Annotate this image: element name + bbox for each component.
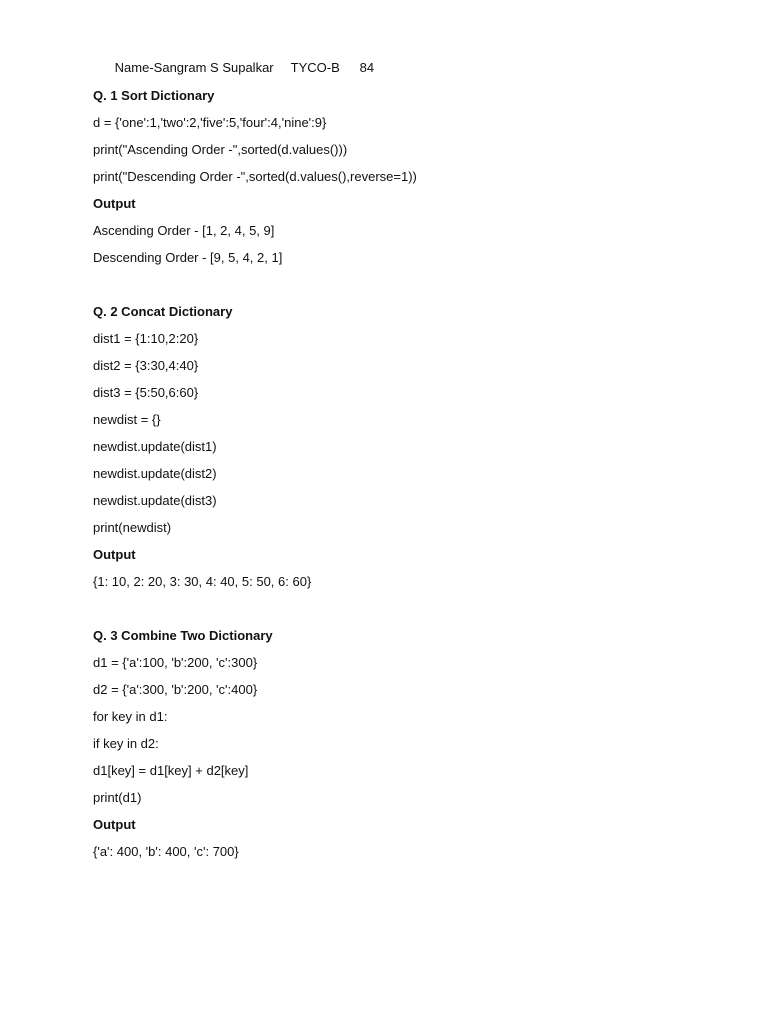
q2-output-line: {1: 10, 2: 20, 3: 30, 4: 40, 5: 50, 6: 60} (93, 574, 312, 589)
q2-code-line: newdist.update(dist3) (93, 493, 217, 508)
q3-output-line: {'a': 400, 'b': 400, 'c': 700} (93, 844, 239, 859)
student-name: Name-Sangram S Supalkar (114, 60, 274, 75)
q3-title: Q. 3 Combine Two Dictionary (93, 628, 273, 643)
q2-code-line: newdist = {} (93, 412, 161, 427)
q2-code-line: newdist.update(dist1) (93, 439, 217, 454)
q1-output-line: Ascending Order - [1, 2, 4, 5, 9] (93, 223, 275, 238)
q3-code-line: d1 = {'a':100, 'b':200, 'c':300} (93, 655, 258, 670)
q3-code-line: print(d1) (93, 790, 142, 805)
q2-title: Q. 2 Concat Dictionary (93, 304, 233, 319)
q1-output-line: Descending Order - [9, 5, 4, 2, 1] (93, 250, 283, 265)
q1-code-line: print("Descending Order -",sorted(d.values(),reverse=1)) (93, 169, 417, 184)
q3-code-line: d1[key] = d1[key] + d2[key] (93, 763, 249, 778)
q3-code-line: for key in d1: (93, 709, 168, 724)
student-class: TYCO-B (290, 60, 340, 75)
q3-code-line: d2 = {'a':300, 'b':200, 'c':400} (93, 682, 258, 697)
q1-output-label: Output (93, 196, 136, 211)
q1-code-line: d = {'one':1,'two':2,'five':5,'four':4,'nine':9} (93, 115, 327, 130)
document-content (93, 42, 713, 860)
q2-code-line: dist2 = {3:30,4:40} (93, 358, 199, 373)
q2-code-line: dist1 = {1:10,2:20} (93, 331, 199, 346)
q2-code-line: dist3 = {5:50,6:60} (93, 385, 199, 400)
q1-code-line: print("Ascending Order -",sorted(d.values())) (93, 142, 348, 157)
q2-code-line: print(newdist) (93, 520, 172, 535)
q2-code-line: newdist.update(dist2) (93, 466, 217, 481)
roll-number: 84 (359, 60, 375, 75)
q1-title: Q. 1 Sort Dictionary (93, 88, 215, 103)
q3-code-line: if key in d2: (93, 736, 159, 751)
q2-output-label: Output (93, 547, 136, 562)
header-line (93, 42, 713, 75)
q3-output-label: Output (93, 817, 136, 832)
